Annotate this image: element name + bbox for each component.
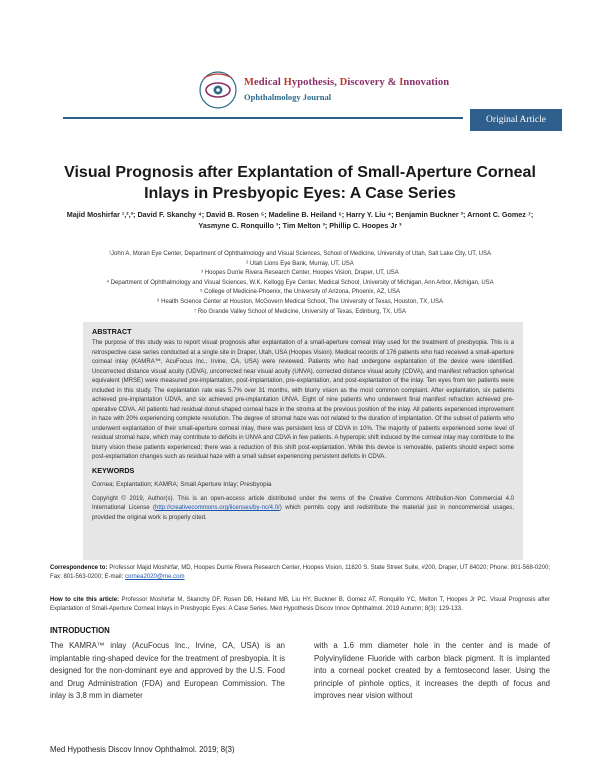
citation: How to cite this article: Professor Moshirfar M, Skanchy DF, Rosen DB, Heiland MB, Liu HY, Buckner B, Gomez AT, Ronquillo YC, Melton T, Hoopes Jr PC. Visual Prognosis after Explantation of Small-Aperture Corneal Inlays in Presbyopic Eyes: A Case Series. Med Hypothesis Discov Innov Ophthalmol. 2019 Autumn; 8(3): 129-133. [50, 597, 550, 613]
journal-title: Medical Hypothesis, Discovery & Innovation [244, 77, 450, 88]
correspondence: Correspondence to: Professor Majid Moshirfar, MD, Hoopes Durrie Rivera Research Center, Hoopes Vision, 11820 S. State Street Suite, #200, Draper, UT 84020; Phone: 801-568-0200; Fax: 801-563-0200; E-mail: cornea2020@me.com [50, 565, 550, 581]
affiliation-item: ⁷ Rio Grande Valley School of Medicine, University of Texas, Edinburg, TX, USA [194, 308, 406, 315]
header-divider [63, 117, 463, 119]
author-list [48, 209, 552, 231]
license-link[interactable]: http://creativecommons.org/licenses/by-nc/4.0/ [155, 505, 280, 511]
affiliation-item: ³ Hoopes Durrie Rivera Research Center, Hoopes Vision, Draper, UT, USA [201, 270, 399, 277]
keywords-text: Cornea; Explantation; KAMRA; Small Aperture Inlay; Presbyopia [92, 480, 272, 488]
abstract-heading: ABSTRACT [92, 327, 132, 336]
abstract-text: The purpose of this study was to report visual prognosis after explantation of a small-aperture corneal inlay used for the treatment of presbyopia. This is a retrospective case series conducted at a single site in Draper, Utah, USA (Hoopes Vision). Medical records of 176 patients who had received a small-aperture corneal inlay (KAMRA™, AcuFocus Inc., Irvine, CA, USA) were reviewed. Patients who had undergone explantation of the device were identified. Uncorrected distance visual acuity (UDVA), uncorrected near visual acuity (UNVA), corrected distance visual acuity (CDVA), and manifest refraction spherical equivalent (MRSE) were measured pre-implantation, post-implantation, pre-explantation, and post-explantation of the inlay. Ten eyes from ten patients were included in this study. The explantation rate was 5.7% over 31 months, with blurry vision as the most common complaint. After explantation, six patients achieved pre-implantation UDVA, and six achieved pre-implantation UNVA. Eight of nine patients who underwent final manifest refraction achieved pre-operative CDVA. All patients had residual donut-shaped corneal haze in the stroma at the previous position of the inlay. All patients experienced improvement in haze with 20% experiencing complete resolution. The degree of stromal haze was not related to the duration of implantation. Of the subset of patients who underwent explantation of their small-aperture corneal inlay, there was persistent loss of CDVA in 10%. The majority of patients experienced some level of residual stromal haze, which may contribute to deficits in UNVA and CDVA in few patients. A hyperopic shift induced by the corneal inlay may contribute to the blurry vision these patients experienced; there was a reduction of this shift post-explantation. While this device is removable, patients should expect some post-explantation changes such as residual haze with a small subset experiencing persistent deficits in CDVA. [92, 340, 514, 460]
affiliation-item: ² Utah Lions Eye Bank, Murray, UT, USA [246, 260, 354, 267]
citation-label: How to cite this article: [50, 597, 120, 603]
article-type-badge: Original Article [470, 109, 562, 131]
authors-line-2: Yasmyne C. Ronquillo ³; Tim Melton ³; Phillip C. Hoopes Jr ³ [198, 221, 402, 230]
affiliation-item: ¹John A. Moran Eye Center, Department of Ophthalmology and Visual Sciences, School of Medicine, University of Utah, Salt Lake City, UT, USA [109, 251, 491, 257]
email-link[interactable]: cornea2020@me.com [124, 574, 185, 581]
keywords-heading: KEYWORDS [92, 465, 135, 475]
correspondence-label: Correspondence to: [50, 565, 108, 571]
affiliation-item: ⁴ Department of Ophthalmology and Visual Sciences, W.K. Kellogg Eye Center, Medical School, University of Michigan, Ann Arbor, Michigan, USA [106, 279, 494, 286]
journal-subtitle: Ophthalmology Journal [244, 92, 332, 102]
affiliation-item: ⁶ Health Science Center at Houston, McGovern Medical School, The University of Texas, Houston, TX, USA [157, 298, 443, 305]
introduction-column-left: The KAMRA™ inlay (AcuFocus Inc., Irvine, CA, USA) is an implantable ring-shaped device for the treatment of presbyopia. It is designed for the non-dominant eye and approved by the U.S. Food and Drug Administration (FDA) and European Commission. The inlay is 3.8 mm in diameter [50, 641, 285, 701]
article-title [60, 162, 540, 204]
journal-logo-icon [198, 68, 238, 112]
affiliation-item: ⁵ College of Medicine-Phoenix, the University of Arizona, Phoenix, AZ, USA [200, 289, 400, 296]
abstract-box [83, 322, 523, 560]
introduction-heading: INTRODUCTION [50, 626, 110, 635]
copyright-notice: Copyright © 2019, Author(s). This is an open-access article distributed under the terms of the Creative Commons Attribution-Non Commercial 4.0 International License (http://creativecommons.org/licenses/by-nc/4.0/) which permits copy and redistribute the material just in noncommercial usages, provided the original work is properly cited. [92, 495, 514, 521]
page-footer: Med Hypothesis Discov Innov Ophthalmol. 2019; 8(3) [50, 745, 235, 754]
affiliations [48, 250, 552, 317]
introduction-column-right: with a 1.6 mm diameter hole in the center and is made of Polyvinylidene Fluoride with carbon black pigment. It is implanted into a corneal pocket created by a femtosecond laser. Using the principle of pinhole optics, it increases the depth of focus and improves near vision without [314, 641, 550, 701]
title-line-2: Inlays in Presbyopic Eyes: A Case Series [144, 185, 456, 202]
title-line-1: Visual Prognosis after Explantation of Small-Aperture Corneal [64, 164, 536, 181]
authors-line-1: Majid Moshirfar ¹,²,³; David F. Skanchy ⁴; David B. Rosen ⁵; Madeline B. Heiland ⁶; Harry Y. Liu ⁴; Benjamin Buckner ³; Arnont C. Gomez ⁷; [66, 210, 534, 219]
